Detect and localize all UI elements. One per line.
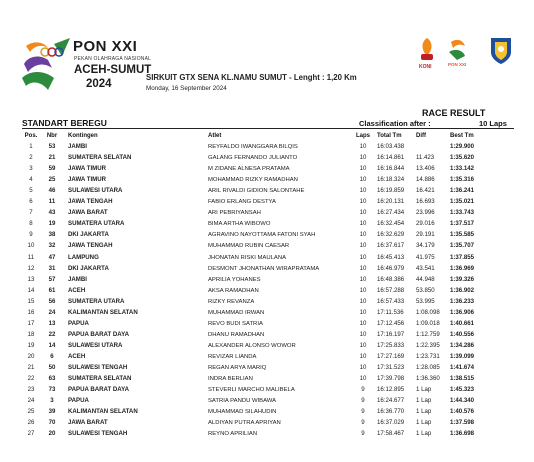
table-row: [0, 297, 534, 308]
cell-kontingen: SULAWESI TENGAH: [68, 430, 128, 438]
cell-nbr: 57: [48, 275, 56, 283]
cell-diff: 1:12.759: [416, 330, 440, 338]
table-row: [0, 352, 534, 363]
cell-kontingen: SUMATERA SELATAN: [68, 375, 132, 383]
cell-total-time: 16:45.413: [377, 253, 405, 261]
cell-diff: 29.191: [416, 231, 435, 239]
cell-pos: 16: [27, 308, 35, 316]
cell-laps: 10: [359, 231, 367, 239]
cell-atlet: STEVERLI MARCHO MALIBELA: [208, 387, 295, 394]
table-row: [0, 363, 534, 374]
cell-pos: 8: [29, 220, 33, 228]
cell-diff: 14.886: [416, 176, 435, 184]
cell-best-time: 1:35.620: [450, 154, 475, 162]
cell-pos: 11: [27, 253, 35, 261]
col-header-atlet: Atlet: [208, 133, 222, 139]
cell-total-time: 16:57.288: [377, 286, 405, 294]
cell-laps: 10: [359, 286, 367, 294]
table-row: [0, 230, 534, 241]
event-year: 2024: [86, 78, 112, 90]
table-row: [0, 219, 534, 230]
cell-best-time: 1:38.515: [450, 375, 475, 383]
cell-kontingen: DKI JAKARTA: [68, 231, 109, 239]
cell-nbr: 61: [48, 286, 56, 294]
cell-total-time: 16:03.438: [377, 143, 405, 151]
cell-total-time: 17:31.523: [377, 363, 405, 371]
cell-pos: 3: [29, 165, 33, 173]
table-row: [0, 197, 534, 208]
cell-kontingen: SULAWESI UTARA: [68, 341, 123, 349]
cell-nbr: 20: [48, 430, 56, 438]
cell-atlet: REVO BUDI SATRIA: [208, 320, 263, 327]
cell-atlet: RIZKY REVANZA: [208, 298, 255, 305]
cell-pos: 1: [29, 143, 33, 151]
cell-diff: 53.850: [416, 286, 435, 294]
cell-best-time: 1:40.556: [450, 330, 475, 338]
cell-pos: 14: [27, 286, 35, 294]
cell-atlet: ALEXANDER ALONSO WOWOR: [208, 342, 296, 349]
classification-value: 10 Laps: [479, 119, 507, 128]
cell-kontingen: KALIMANTAN SELATAN: [68, 408, 138, 416]
table-row: [0, 429, 534, 440]
cell-best-time: 1:35.585: [450, 231, 475, 239]
cell-pos: 17: [27, 319, 35, 327]
cell-laps: 10: [359, 165, 367, 173]
cell-laps: 10: [359, 363, 367, 371]
cell-laps: 10: [359, 264, 367, 272]
table-row: [0, 341, 534, 352]
cell-laps: 9: [361, 397, 365, 405]
table-row: [0, 241, 534, 252]
table-row: [0, 319, 534, 330]
cell-nbr: 43: [48, 209, 56, 217]
cell-best-time: 1:35.707: [450, 242, 475, 250]
cell-laps: 10: [359, 176, 367, 184]
cell-pos: 6: [29, 198, 33, 206]
cell-diff: 1:22.395: [416, 341, 440, 349]
cell-total-time: 17:12.456: [377, 319, 405, 327]
cell-laps: 9: [361, 408, 365, 416]
cell-best-time: 1:41.674: [450, 363, 475, 371]
cell-laps: 10: [359, 198, 367, 206]
cell-laps: 9: [361, 430, 365, 438]
cell-pos: 26: [27, 419, 35, 427]
cell-laps: 10: [359, 154, 367, 162]
cell-pos: 23: [27, 386, 35, 394]
cell-diff: 13.406: [416, 165, 435, 173]
cell-nbr: 6: [50, 352, 54, 360]
cell-best-time: 1:34.286: [450, 341, 475, 349]
cell-total-time: 17:58.467: [377, 430, 405, 438]
cell-nbr: 39: [48, 408, 56, 416]
col-header-total: Total Tm: [377, 133, 402, 139]
cell-total-time: 16:27.434: [377, 209, 405, 217]
cell-nbr: 46: [48, 187, 56, 195]
col-header-laps: Laps: [356, 133, 371, 139]
cell-kontingen: DKI JAKARTA: [68, 264, 109, 272]
cell-pos: 4: [29, 176, 33, 184]
col-header-diff: Diff: [416, 133, 426, 139]
cell-total-time: 16:36.770: [377, 408, 405, 416]
cell-pos: 22: [27, 375, 35, 383]
table-row: [0, 330, 534, 341]
cell-atlet: REYFALDO IWANGGARA BILQIS: [208, 144, 298, 151]
cell-laps: 10: [359, 375, 367, 383]
cell-atlet: AGRAVINO NAYOTTAMA FATONI SYAH: [208, 232, 316, 239]
col-header-kontingen: Kontingen: [68, 133, 98, 139]
cell-laps: 10: [359, 187, 367, 195]
cell-total-time: 16:32.454: [377, 220, 405, 228]
cell-diff: 23.996: [416, 209, 435, 217]
cell-kontingen: PAPUA: [68, 319, 89, 327]
cell-diff: 11.423: [416, 154, 435, 162]
cell-diff: 1:23.731: [416, 352, 440, 360]
cell-kontingen: PAPUA: [68, 397, 89, 405]
classification-label: Classification after :: [359, 119, 431, 128]
cell-nbr: 73: [48, 386, 56, 394]
cell-atlet: MOHAMMAD RIZKY RAMADHAN: [208, 177, 298, 184]
cell-best-time: 1:37.517: [450, 220, 475, 228]
cell-total-time: 16:37.617: [377, 242, 405, 250]
cell-diff: 1 Lap: [416, 408, 432, 416]
table-row: [0, 275, 534, 286]
sponsor-logo-2-label: PON XXI: [448, 62, 467, 67]
cell-pos: 25: [27, 408, 35, 416]
cell-nbr: 38: [48, 231, 56, 239]
table-row: [0, 164, 534, 175]
cell-kontingen: JAWA TIMUR: [68, 165, 107, 173]
cell-atlet: MUHAMMAD SILAHUDIN: [208, 409, 277, 416]
cell-nbr: 13: [48, 319, 56, 327]
cell-atlet: DHANU RAMADHAN: [208, 331, 265, 338]
cell-total-time: 16:18.324: [377, 176, 405, 184]
cell-best-time: 1:33.142: [450, 165, 475, 173]
cell-diff: 44.948: [416, 275, 435, 283]
cell-diff: 29.016: [416, 220, 435, 228]
cell-diff: 16.693: [416, 198, 435, 206]
cell-best-time: 1:39.326: [450, 275, 475, 283]
table-header-row: [0, 131, 534, 142]
cell-total-time: 16:20.131: [377, 198, 405, 206]
cell-atlet: GALANG FERNANDO JULIANTO: [208, 155, 298, 162]
cell-atlet: ARIL RIVALDI GIDION SALONTAHE: [208, 188, 305, 195]
table-row: [0, 186, 534, 197]
cell-kontingen: SULAWESI TENGAH: [68, 363, 128, 371]
cell-kontingen: JAWA BARAT: [68, 209, 108, 217]
cell-nbr: 70: [48, 419, 56, 427]
race-result-title: RACE RESULT: [422, 108, 486, 118]
event-date: Monday, 16 September 2024: [146, 85, 227, 92]
cell-kontingen: JAWA TIMUR: [68, 176, 107, 184]
table-row: [0, 142, 534, 153]
cell-diff: 1:28.085: [416, 363, 440, 371]
cell-best-time: 1:36.902: [450, 286, 475, 294]
cell-atlet: REGAN ARYA MARIQ: [208, 364, 267, 371]
cell-laps: 10: [359, 209, 367, 217]
cell-nbr: 11: [48, 198, 56, 206]
cell-diff: 1:08.098: [416, 308, 440, 316]
cell-total-time: 16:12.895: [377, 386, 405, 394]
table-row: [0, 418, 534, 429]
cell-total-time: 16:24.677: [377, 397, 405, 405]
cell-atlet: DESMONT JHONATHAN WIRAPRATAMA: [208, 265, 320, 272]
cell-best-time: 1:37.855: [450, 253, 475, 261]
cell-laps: 10: [359, 220, 367, 228]
table-row: [0, 208, 534, 219]
cell-diff: 53.995: [416, 297, 435, 305]
cell-diff: 1 Lap: [416, 397, 432, 405]
cell-kontingen: ACEH: [68, 286, 86, 294]
cell-total-time: 16:46.979: [377, 264, 405, 272]
cell-atlet: REYNO APRILIAN: [208, 431, 258, 438]
cell-nbr: 50: [48, 363, 56, 371]
shield-emblem-icon: [491, 38, 511, 64]
cell-laps: 10: [359, 308, 367, 316]
cell-laps: 10: [359, 242, 367, 250]
cell-total-time: 16:32.629: [377, 231, 405, 239]
col-header-best: Best Tm: [450, 133, 474, 139]
cell-atlet: ARI PEBRIYANSAH: [208, 210, 261, 217]
logo-leaf-shape: [22, 72, 54, 90]
cell-nbr: 3: [50, 397, 54, 405]
cell-best-time: 1:45.323: [450, 386, 475, 394]
cell-total-time: 17:25.833: [377, 341, 405, 349]
table-body: [0, 142, 534, 440]
results-table: [0, 131, 534, 440]
cell-pos: 12: [27, 264, 35, 272]
cell-pos: 5: [29, 187, 33, 195]
cell-laps: 10: [359, 275, 367, 283]
cell-atlet: SATRIA PANDU WIBAWA: [208, 398, 277, 405]
event-title: PON XXI: [73, 38, 138, 55]
cell-kontingen: SUMATERA UTARA: [68, 220, 125, 228]
col-header-nbr: Nbr: [46, 133, 58, 139]
event-subtitle: PEKAN OLAHRAGA NASIONAL: [74, 56, 152, 62]
header-divider: [22, 128, 514, 129]
col-header-pos: Pos.: [24, 133, 38, 139]
cell-nbr: 24: [48, 308, 56, 316]
table-row: [0, 175, 534, 186]
cell-best-time: 1:33.743: [450, 209, 475, 217]
cell-atlet: BIMA ARTHA WIBOWO: [208, 221, 271, 228]
cell-atlet: FABIO ERLANG DESTYA: [208, 199, 276, 206]
cell-best-time: 1:29.900: [450, 143, 475, 151]
cell-kontingen: PAPUA BARAT DAYA: [68, 386, 130, 394]
table-row: [0, 385, 534, 396]
cell-total-time: 16:14.861: [377, 154, 405, 162]
cell-pos: 18: [27, 330, 35, 338]
sponsor-logos: [413, 34, 523, 68]
cell-atlet: MUHAMMAD IRWAN: [208, 309, 265, 316]
cell-best-time: 1:36.698: [450, 430, 475, 438]
cell-pos: 2: [29, 154, 33, 162]
cell-total-time: 17:39.798: [377, 375, 405, 383]
cell-kontingen: PAPUA BARAT DAYA: [68, 330, 130, 338]
cell-nbr: 19: [48, 220, 56, 228]
cell-best-time: 1:44.340: [450, 397, 475, 405]
cell-nbr: 22: [48, 330, 56, 338]
cell-best-time: 1:36.241: [450, 187, 475, 195]
pon-mini-logo-icon: [449, 40, 465, 60]
cell-nbr: 47: [48, 253, 56, 261]
cell-diff: 1 Lap: [416, 430, 432, 438]
cell-pos: 7: [29, 209, 33, 217]
cell-laps: 10: [359, 330, 367, 338]
cell-nbr: 21: [48, 154, 56, 162]
cell-kontingen: SULAWESI UTARA: [68, 187, 123, 195]
table-row: [0, 308, 534, 319]
cell-nbr: 14: [48, 341, 56, 349]
cell-diff: 1 Lap: [416, 386, 432, 394]
host-region: ACEH-SUMUT: [74, 64, 152, 76]
table-row: [0, 374, 534, 385]
cell-kontingen: JAWA TENGAH: [68, 198, 113, 206]
cell-atlet: REVIZAR LIANDA: [208, 353, 257, 360]
cell-kontingen: LAMPUNG: [68, 253, 99, 261]
cell-atlet: ALDIYAN PUTRA APRIYAN: [208, 420, 281, 427]
cell-nbr: 25: [48, 176, 56, 184]
cell-diff: 41.975: [416, 253, 435, 261]
cell-pos: 10: [27, 242, 35, 250]
cell-diff: 1 Lap: [416, 419, 432, 427]
cell-nbr: 31: [48, 264, 56, 272]
cell-nbr: 59: [48, 165, 56, 173]
cell-pos: 19: [27, 341, 35, 349]
cell-nbr: 56: [48, 297, 56, 305]
cell-diff: 1:36.360: [416, 375, 440, 383]
cell-pos: 27: [27, 430, 35, 438]
cell-laps: 10: [359, 319, 367, 327]
cell-laps: 9: [361, 386, 365, 394]
table-row: [0, 407, 534, 418]
cell-laps: 10: [359, 143, 367, 151]
cell-atlet: M ZIDANE ALNESA PRATAMA: [208, 166, 290, 173]
cell-total-time: 16:37.029: [377, 419, 405, 427]
table-row: [0, 396, 534, 407]
category-title: STANDART BEREGU: [22, 118, 107, 128]
cell-diff: 34.179: [416, 242, 435, 250]
cell-best-time: 1:36.233: [450, 297, 475, 305]
cell-pos: 24: [27, 397, 35, 405]
sponsor-logo-1-label: KONI: [419, 64, 432, 70]
cell-total-time: 16:57.433: [377, 297, 405, 305]
cell-diff: 1:09.018: [416, 319, 440, 327]
cell-pos: 21: [27, 363, 35, 371]
table-row: [0, 253, 534, 264]
cell-laps: 10: [359, 297, 367, 305]
koni-logo-icon: [421, 38, 433, 60]
cell-pos: 20: [27, 352, 35, 360]
table-row: [0, 286, 534, 297]
cell-kontingen: JAWA TENGAH: [68, 242, 113, 250]
cell-kontingen: SUMATERA SELATAN: [68, 154, 132, 162]
cell-pos: 9: [29, 231, 33, 239]
cell-total-time: 17:27.169: [377, 352, 405, 360]
cell-total-time: 16:48.386: [377, 275, 405, 283]
cell-kontingen: KALIMANTAN SELATAN: [68, 308, 138, 316]
table-row: [0, 264, 534, 275]
cell-nbr: 63: [48, 375, 56, 383]
cell-total-time: 17:16.197: [377, 330, 405, 338]
cell-laps: 10: [359, 341, 367, 349]
cell-diff: 43.541: [416, 264, 435, 272]
cell-laps: 10: [359, 352, 367, 360]
cell-total-time: 16:16.844: [377, 165, 405, 173]
cell-kontingen: JAMBI: [68, 275, 87, 283]
cell-best-time: 1:37.598: [450, 419, 475, 427]
cell-pos: 13: [27, 275, 35, 283]
cell-kontingen: ACEH: [68, 352, 86, 360]
cell-atlet: MUHAMMAD RUBIN CAESAR: [208, 243, 290, 250]
cell-laps: 10: [359, 253, 367, 261]
cell-best-time: 1:40.661: [450, 319, 475, 327]
cell-best-time: 1:36.906: [450, 308, 475, 316]
cell-atlet: AKSA RAMADHAN: [208, 287, 259, 294]
cell-nbr: 53: [48, 143, 56, 151]
cell-best-time: 1:35.021: [450, 198, 475, 206]
logo-wave-shape: [24, 57, 52, 72]
cell-pos: 15: [27, 297, 35, 305]
cell-total-time: 17:11.536: [377, 308, 404, 316]
cell-nbr: 32: [48, 242, 56, 250]
cell-kontingen: SUMATERA UTARA: [68, 297, 125, 305]
cell-best-time: 1:35.316: [450, 176, 475, 184]
circuit-info: SIRKUIT GTX SENA KL.NAMU SUMUT - Lenght : 1,20 Km: [146, 73, 357, 82]
cell-total-time: 16:19.859: [377, 187, 405, 195]
table-row: [0, 153, 534, 164]
cell-atlet: INDRA BERLIAN: [208, 376, 253, 383]
logo-flame-shape: [26, 42, 48, 52]
cell-atlet: APRILIA YOHANES: [208, 276, 261, 283]
cell-laps: 9: [361, 419, 365, 427]
cell-atlet: JHONATAN RISKI MAULANA: [208, 254, 287, 261]
cell-diff: 16.421: [416, 187, 435, 195]
cell-best-time: 1:39.099: [450, 352, 475, 360]
cell-best-time: 1:36.969: [450, 264, 475, 272]
cell-kontingen: JAWA BARAT: [68, 419, 108, 427]
cell-kontingen: JAMBI: [68, 143, 87, 151]
cell-best-time: 1:40.576: [450, 408, 475, 416]
